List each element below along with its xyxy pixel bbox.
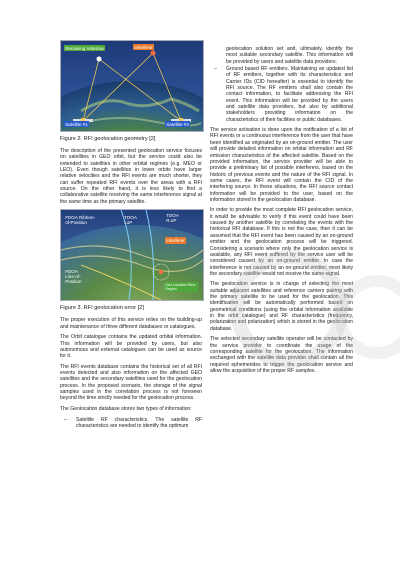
paragraph: The Geolocation database stores two types of information: (60, 405, 192, 412)
tdoa-lop-label: TDOA LoP (124, 214, 137, 226)
tdoa-rop-label: TDOA R.oP (166, 212, 179, 224)
receiving-antenna-icon (97, 57, 102, 62)
paragraph: The service activation is done upon the notification of a list of RFI events or a continuous interference from the user that have been identified as originated by an on-ground emitter. The user will provide detailed information on orbital information and RF emission characteristics of the affected satellite. Based on the provided information, the service provider will be able to provide a preliminary list of possible interferers, based on the historic of previous events and the nature of the RFI signal. In some cases, the RFI event will contain the CID of the interfering source. In these situations, the RFI source contact information will be provided to the user, based on the information stored in the geolocation database. (210, 127, 353, 203)
fdoa-ribbon-label: FDOA Ribbon-of-Position (65, 214, 96, 226)
interferer-label: Interferer (166, 237, 185, 243)
receiving-antenna-label: Receiving Antenna (65, 45, 104, 51)
paragraph: The description of the presented geolocation service focuses on satellites in GEO orbit, but the service could also be extended to satellites in other orbital regimes (e.g. MEO or LEO). Even though satellites in lower orbits have larger relative velocities and the RFI events are much shorter, they can suffer repeated RFI events over the areas with a RFI source. On the other hand, it is less likely to find a collaborative satellite receiving the same interference signal at the same time as the primary satellite. (60, 148, 202, 205)
figure-geolocation-geometry (60, 40, 204, 132)
right-column (210, 46, 353, 379)
paragraph: The geolocation service is in charge of selecting the most suitable adjacent satellites and reference carriers pairing with the primary satellite to be used for the geolocation. This identification will be automatically performed based on geometrical conditions (using the orbital information available in the orbit catalogue) and RF characteristics (frequency, polarization and polarization) which is stored in the geolocation database. (210, 281, 353, 332)
interferer-icon (159, 270, 163, 274)
figure-3-caption: Figure 3. RFI geolocation error [2] (60, 305, 144, 312)
paragraph: The selected secondary satellite operator will be contacted by the service provider to coordinate the usage of the corresponding satellite for the geolocation. The information exchanged with the satellite data provider shall contain all the required ephemerides to trigger the geolocation service and allow the acquisition of the proper RF samples. (210, 336, 353, 375)
database-list (60, 417, 202, 430)
figure-geolocation-error (60, 209, 204, 301)
fdoa-lop-label: FDOA Line-of-Position (65, 268, 82, 285)
interferer-label: Interferer (134, 44, 153, 50)
paragraph: In order to provide the most complete RFI geolocation service, it would be advisable to verify if this event could have been caused by another satellite by correlating the events with the historical RFI database. If this is not the case, then it can be assumed that the RFI event has been caused by an on-ground emitter and the geolocation process will be triggered. Considering a scenario where only the geolocation service is available, any RFI event suffered by the service user will be considered caused by an on-ground emitter. In case the interference is not caused by an on-ground emitter, most likely the secondary satellite would not receive the same signal. (210, 207, 353, 277)
earth-illustration (61, 41, 203, 131)
paragraph: The Orbit catalogue contains the updated orbital information. This information will be provided by users, but also autonomous and external catalogues can be used as source for it. (60, 334, 202, 360)
paragraph: The proper execution of this service relies on the building-up and maintenance of three different databases or catalogues. (60, 317, 202, 330)
list-item: – Satellite RF characteristics. The satellite RF characteristics are needed to identify the optimum (60, 417, 202, 430)
database-list-continued (210, 46, 353, 123)
paragraph: The RFI events database contains the historical set of all RFI events detected and also information on the affected GEO satellites and the secondary satellites used for the geolocation process. In the proposed scenario, the storage of the signal samples used in the correlation process is not foreseen beyond the time strictly needed for the geolocation process. (60, 363, 202, 402)
interferer-icon (151, 51, 156, 56)
figure-2-caption: Figure 2. RFI geolocation geometry [2] (60, 136, 156, 142)
list-item-continuation: geolocation solution set and, ultimately, identify the most suitable secondary satellite. This information will be provided by users and satellite data providers. (226, 46, 353, 65)
list-item: – Ground based RF emitters. Maintaining an updated list of RF emitters, together with its characteristics and Carrier IDs (CID hereafter) is essential to identify the RFI source. The RF emitters shall also contain the contact information, to facilitate addressing the RFI event. This information will be provided by the users and satellite data providers, but also by additional stakeholders providing information on the characteristics of their facilities or public databases. (210, 66, 353, 123)
error-region-label: Geo Location Error Region (164, 282, 198, 292)
left-column (60, 40, 202, 433)
satellite-2-label: Satellite #2 (166, 121, 189, 127)
satellite-1-label: Satellite #1 (65, 121, 88, 127)
